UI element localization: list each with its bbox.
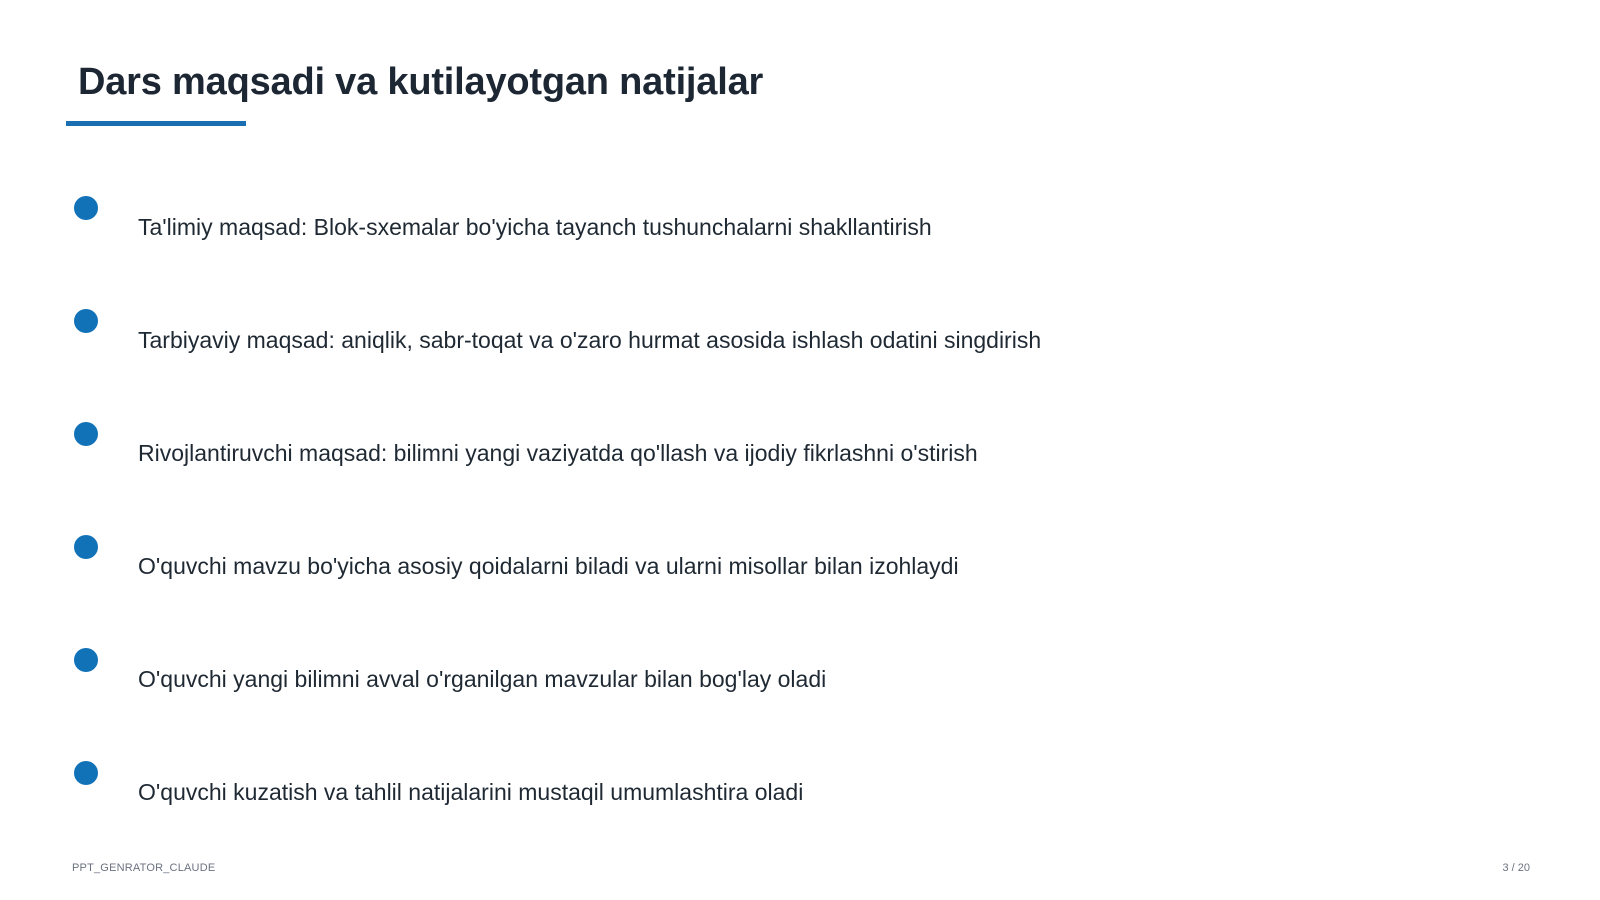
list-item <box>0 535 1400 595</box>
slide-title: Dars maqsadi va kutilayotgan natijalar <box>78 61 764 103</box>
bullet-dot-icon <box>74 648 98 672</box>
list-item <box>0 196 1400 256</box>
list-item <box>0 422 1400 482</box>
bullet-text: Rivojlantiruvchi maqsad: bilimni yangi vaziyatda qo'llash va ijodiy fikrlashni o'stirish <box>138 440 978 466</box>
title-underline <box>66 121 246 126</box>
bullet-text: Ta'limiy maqsad: Blok-sxemalar bo'yicha tayanch tushunchalarni shakllantirish <box>138 214 932 240</box>
list-item <box>0 648 1400 708</box>
bullet-dot-icon <box>74 422 98 446</box>
bullet-dot-icon <box>74 535 98 559</box>
bullet-text: O'quvchi mavzu bo'yicha asosiy qoidalarni biladi va ularni misollar bilan izohlaydi <box>138 553 959 579</box>
bullet-text: Tarbiyaviy maqsad: aniqlik, sabr-toqat va o'zaro hurmat asosida ishlash odatini singdirish <box>138 327 1042 353</box>
bullet-dot-icon <box>74 196 98 220</box>
list-item <box>0 761 1400 821</box>
bullet-dot-icon <box>74 761 98 785</box>
list-item <box>0 309 1400 369</box>
footer-brand: PPT_GENRATOR_CLAUDE <box>72 862 216 874</box>
page-number: 3 / 20 <box>1502 862 1530 874</box>
bullet-text: O'quvchi kuzatish va tahlil natijalarini mustaqil umumlashtira oladi <box>138 779 804 805</box>
bullet-text: O'quvchi yangi bilimni avval o'rganilgan mavzular bilan bog'lay oladi <box>138 666 827 692</box>
bullet-dot-icon <box>74 309 98 333</box>
